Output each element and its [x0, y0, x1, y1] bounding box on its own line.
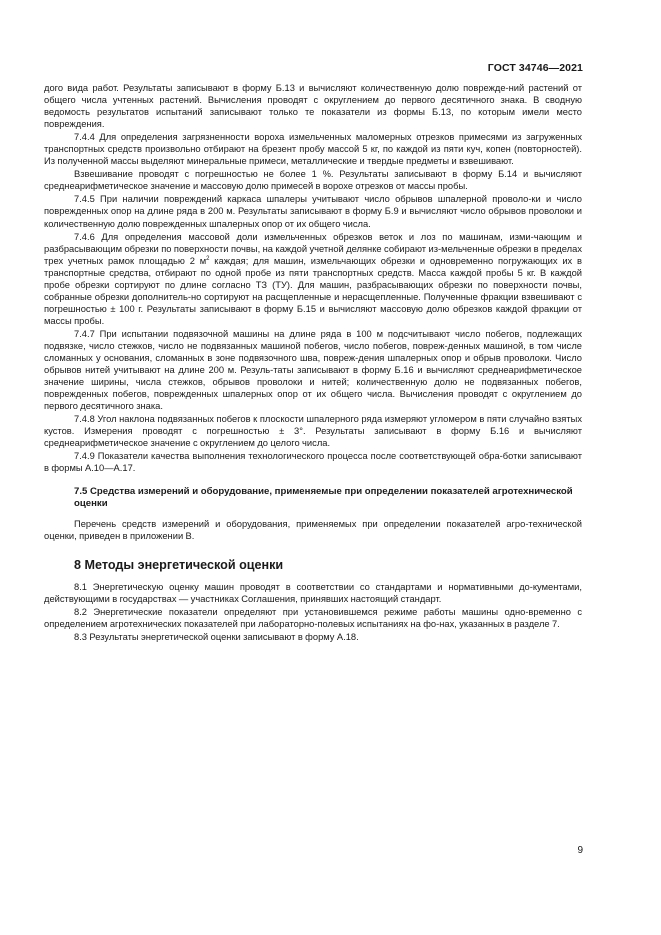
paragraph-8-3: 8.3 Результаты энергетической оценки записывают в форму А.18. [74, 631, 359, 642]
paragraph-7-4-7: 7.4.7 При испытании подвязочной машины на длине ряда в 100 м подсчитывают число побегов, подлежащих подвязке, число стежков, число не подвязанных машиной побегов, число побегов, повреж-денных машиной, в том числе сломанных у основания, сломанных в зоне подвязочного шва, повреж-дения шпалерных опор и обрыв проволоки. Число обрывов нитей учитывают на длине 200 м. Резуль-таты записывают в форму Б.16 и вычисляют среднеарифметическое значение ширины, числа стежков, обрывов проволоки и нитей; количественную долю не подвязанных побегов, поврежденных побегов, поврежденных шпалерных опор от их общего числа. Вычисления проводят с округлением до первого десятичного знака. [44, 328, 582, 412]
page-body [44, 82, 582, 644]
paragraph-7-4-9: 7.4.9 Показатели качества выполнения технологического процесса после соответствующей обра-ботки записывают в формы А.10—А.17. [44, 451, 582, 474]
paragraph-7-4-5: 7.4.5 При наличии повреждений каркаса шпалеры учитывают число обрывов шпалерной проволо-ки и число поврежденных опор на длине ряда в 200 м. Результаты записывают в форму Б.9 и вычисляют число обрывов проволоки и количественную долю поврежденных шпалерных опор от их общего числа. [44, 194, 582, 229]
superscript-2: 2 [206, 255, 210, 262]
heading-section-8: 8 Методы энергетической оценки [74, 557, 284, 572]
paragraph-7-4-8: 7.4.8 Угол наклона подвязанных побегов к плоскости шпалерного ряда измеряют угломером в пяти случайно взятых кустов. Измерения проводят с погрешностью ± 3°. Результаты записывают в форму Б.16 и вычисляют среднеарифметическое значение с округлением до целого числа. [44, 414, 582, 449]
paragraph-7-5: Перечень средств измерений и оборудования, применяемых при определении показателей агро-технической оценки, приведен в приложении В. [44, 518, 582, 541]
paragraph-7-4-4: 7.4.4 Для определения загрязненности вороха измельченных маломерных отрезков примесями из загруженных транспортных средств произвольно отбирают на брезент пробу массой 5 кг, по каждой из пяти куч, копен (повторностей). Из полученной массы выделяют минеральные примеси, металлические и твердые предметы и взвешивают. [44, 132, 582, 167]
paragraph-8-1: 8.1 Энергетическую оценку машин проводят в соответствии со стандартами и нормативными до-кументами, действующими в государствах — участниках Соглашения, принявших настоящий стандарт. [44, 581, 582, 604]
paragraph-7-4-6-part2: каждая; для машин, измельчающих обрезки и одновременно погружающих их в транспортные средства, отбирают по одной пробе из пяти транспортных средств. Масса каждой пробы 5 кг. В каждой пробе обрезки сортируют по длине согласно ТЗ (ТУ). Для машин, разбрасывающих обрезки по поверхности почвы, собранные обрезки дополнитель-но сортируют на расщепленные и нерасщепленные. Полученные фракции взвешивают с погрешностью ± 100 г. Результаты записывают в форму Б.15 и вычисляют массовую долю обрезков каждой фракции от массы пробы. [44, 255, 582, 326]
page-number: 9 [577, 845, 583, 856]
paragraph-7-4-6 [44, 231, 582, 327]
heading-7-5: 7.5 Средства измерений и оборудование, применяемые при определении показателей агротехнической оценки [74, 485, 573, 509]
paragraph-continuation: дого вида работ. Результаты записывают в форму Б.13 и вычисляют количественную долю поврежде-ний растений от общего числа учтенных растений. Вычисления проводят с округлением до первого десятичного знака. В сводную ведомость результатов испытаний записывают только те показатели из формы Б.13, по которым имели место повреждения. [44, 83, 582, 130]
paragraph-weighing: Взвешивание проводят с погрешностью не более 1 %. Результаты записывают в форму Б.14 и вычисляют среднеарифметическое значение и массовую долю примесей в ворохе отрезков от массы пробы. [44, 169, 582, 192]
document-code: ГОСТ 34746—2021 [487, 62, 583, 74]
paragraph-8-2: 8.2 Энергетические показатели определяют при установившемся режиме работы машины одно-временно с определением агротехнических показателей при лабораторно-полевых испытаниях на фо-нах, указанных в разделе 7. [44, 606, 582, 629]
paragraph-7-4-6-part1: 7.4.6 Для определения массовой доли измельченных обрезков веток и лоз по машинам, изми-чающим и разбрасывающим обрезки по поверхности почвы, на каждой учетной делянке собирают из-мельченные обрезки в пределах трех учетных рамок площадью 2 м [44, 231, 582, 266]
